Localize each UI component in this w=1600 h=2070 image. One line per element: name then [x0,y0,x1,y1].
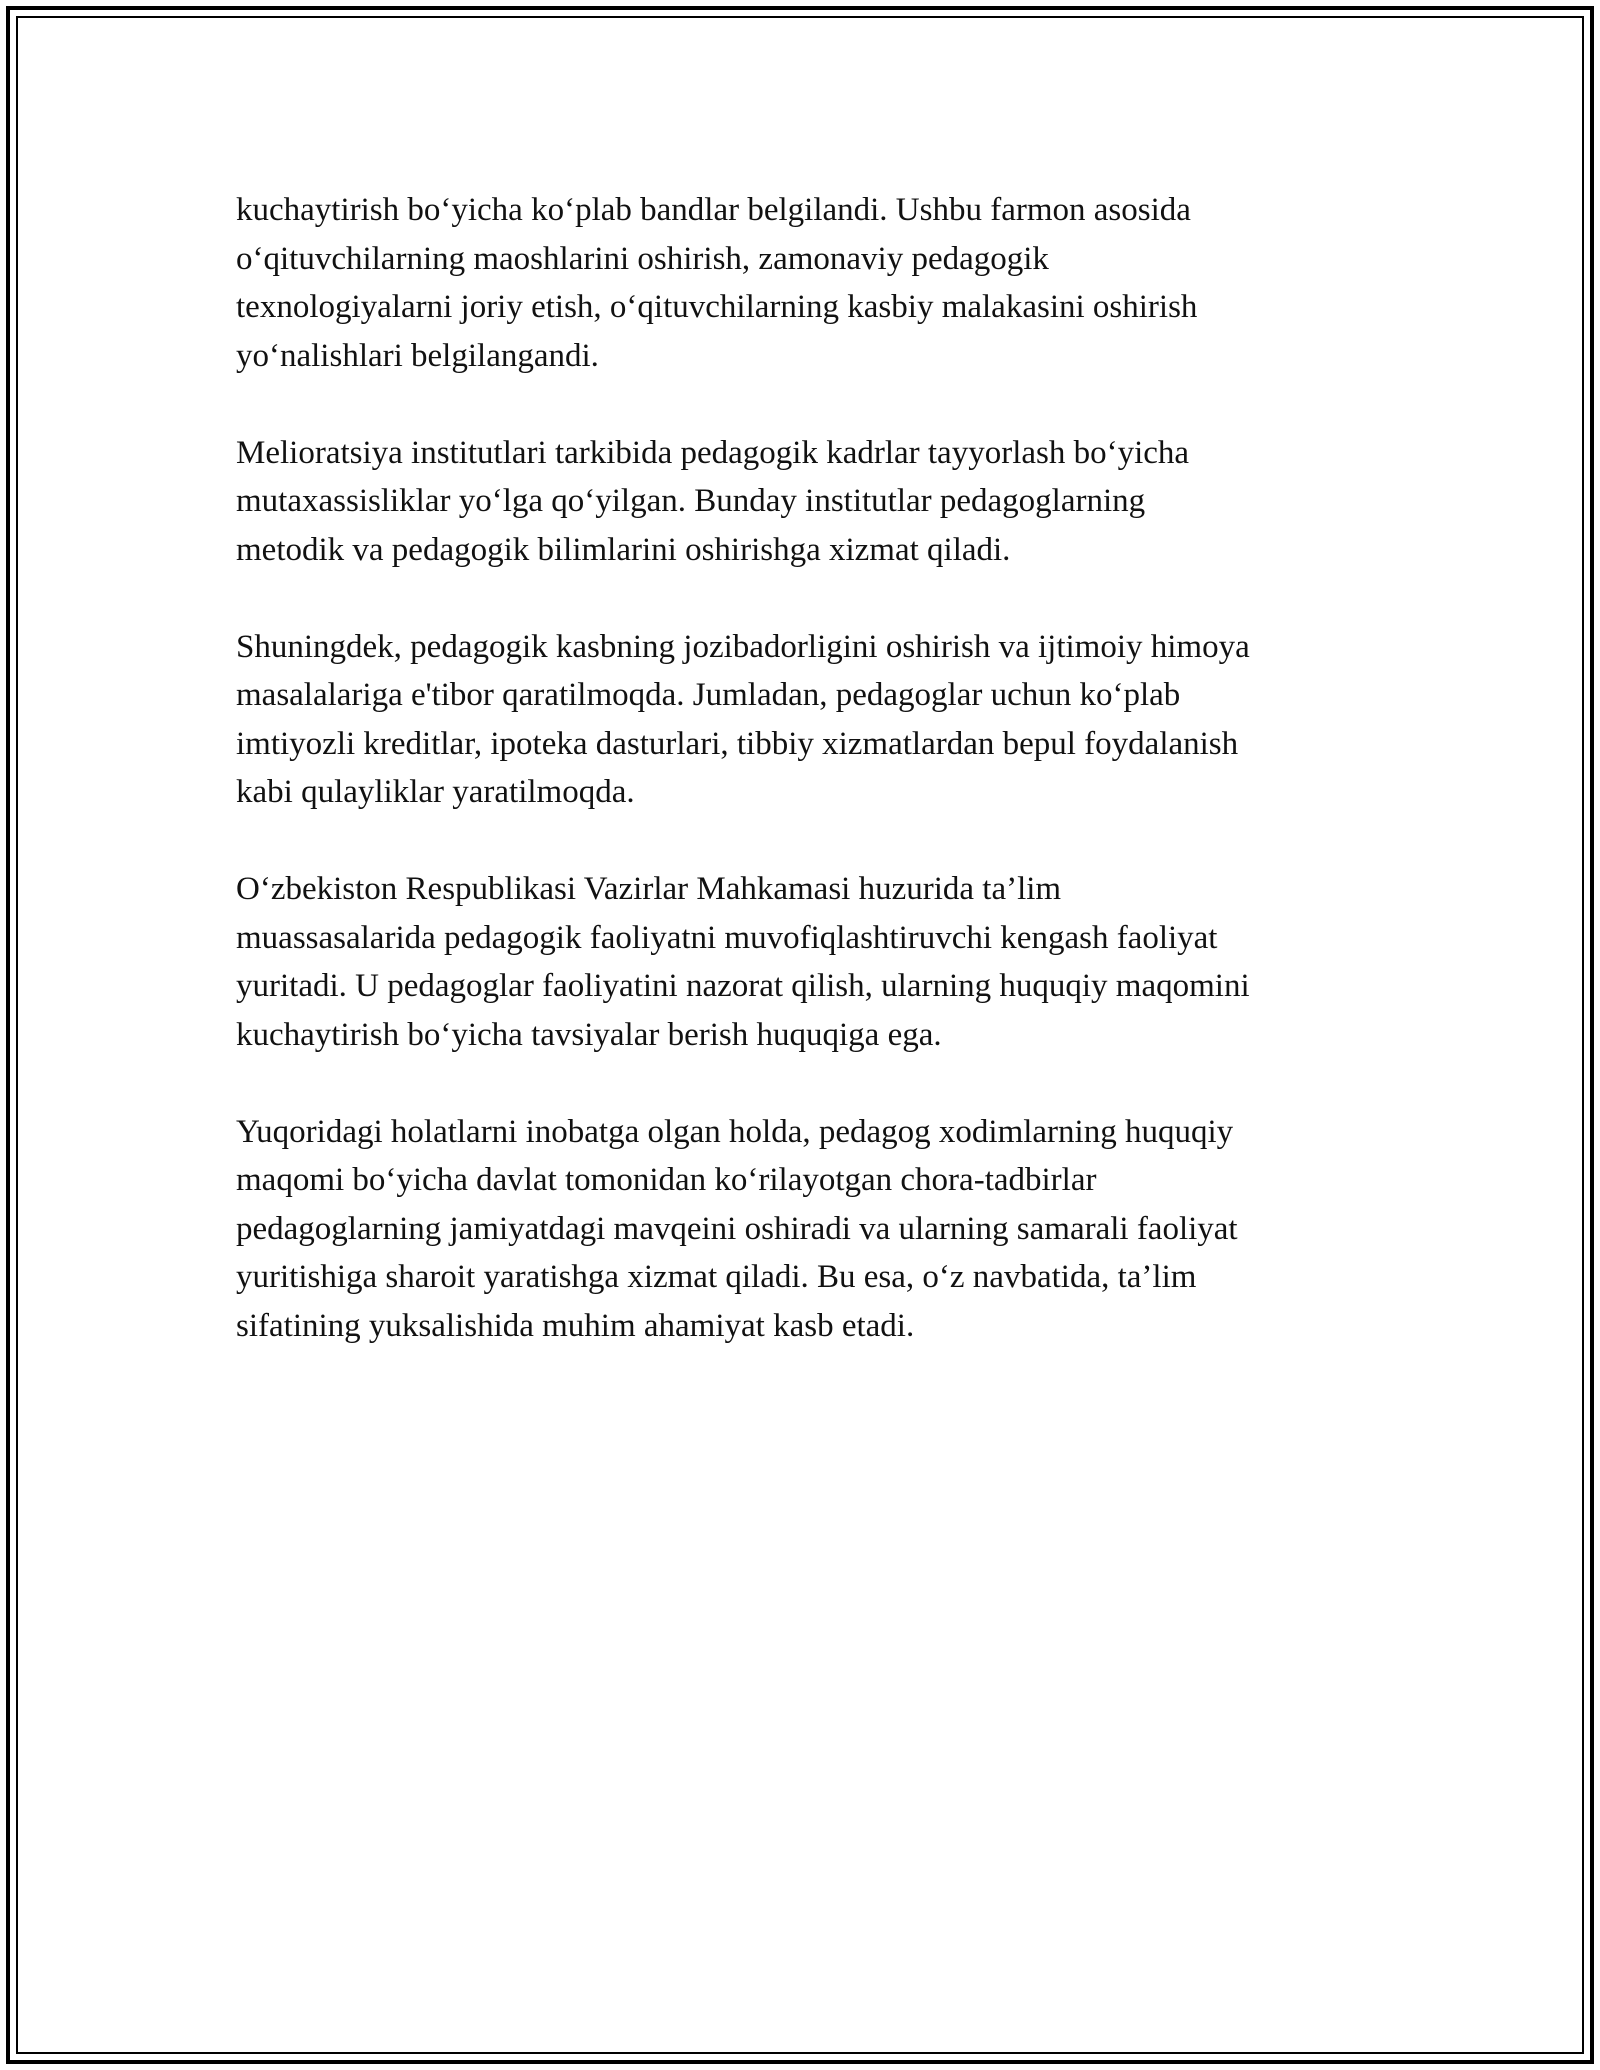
document-body [236,186,1376,1399]
paragraph: kuchaytirish bo‘yicha ko‘plab bandlar belgilandi. Ushbu farmon asosida o‘qituvchilarning maoshlarini oshirish, zamonaviy pedagogik texnologiyalarni joriy etish, o‘qituvchilarning kasbiy malakasini oshirish yo‘nalishlari belgilangandi. [236,192,1198,374]
paragraph: O‘zbekiston Respublikasi Vazirlar Mahkamasi huzurida ta’lim muassasalarida pedagogik faoliyatni muvofiqlashtiruvchi kengash faoliyat yuritadi. U pedagoglar faoliyatini nazorat qilish, ularning huquqiy maqomini kuchaytirish bo‘yicha tavsiyalar berish huquqiga ega. [236,871,1250,1053]
paragraph: Melioratsiya institutlari tarkibida pedagogik kadrlar tayyorlash bo‘yicha mutaxassisliklar yo‘lga qo‘yilgan. Bunday institutlar pedagoglarning metodik va pedagogik bilimlarini oshirishga xizmat qiladi. [236,434,1190,568]
paragraph: Yuqoridagi holatlarni inobatga olgan holda, pedagog xodimlarning huquqiy maqomi bo‘yicha davlat tomonidan ko‘rilayotgan chora-tadbirlar pedagoglarning jamiyatdagi mavqeini oshiradi va ularning samarali faoliyat yuritishiga sharoit yaratishga xizmat qiladi. Bu esa, o‘z navbatida, ta’lim sifatining yuksalishida muhim ahamiyat kasb etadi. [236,1113,1238,1344]
paragraph: Shuningdek, pedagogik kasbning jozibadorligini oshirish va ijtimoiy himoya masalalariga e'tibor qaratilmoqda. Jumladan, pedagoglar uchun ko‘plab imtiyozli kreditlar, ipoteka dasturlari, tibbiy xizmatlardan bepul foydalanish kabi qulayliklar yaratilmoqda. [236,628,1250,810]
